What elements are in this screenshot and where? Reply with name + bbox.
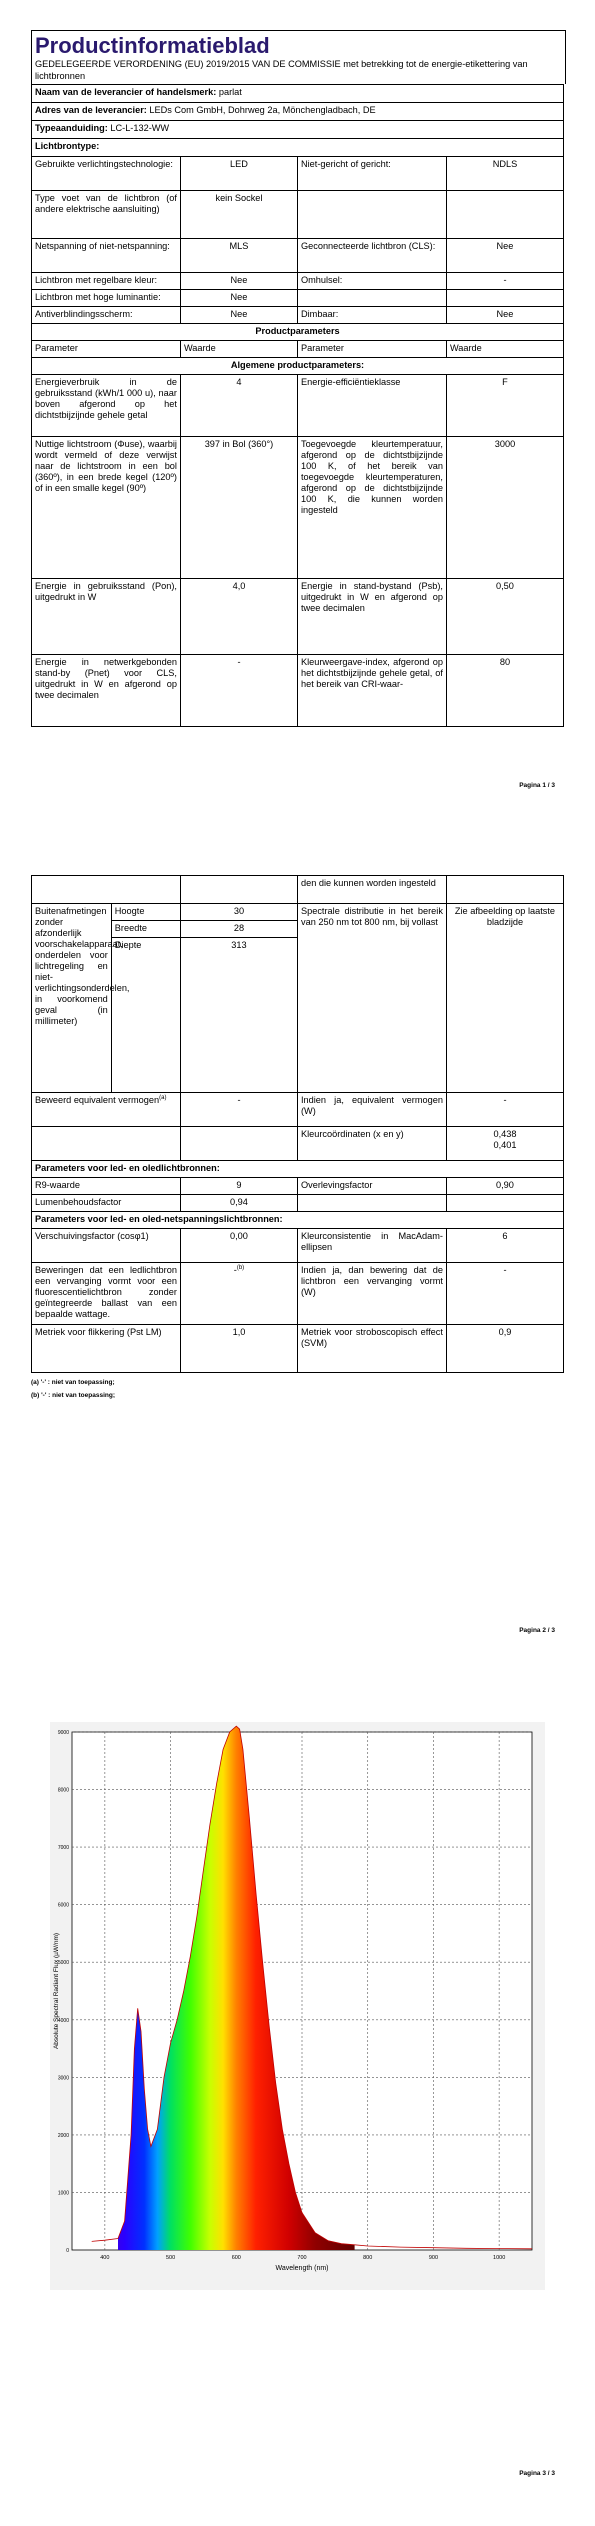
y-tick-label: 1000: [57, 2190, 69, 2197]
address-row: [32, 103, 564, 121]
product-info-table-cont: [31, 875, 564, 1373]
r9-value: 9: [180, 1178, 297, 1195]
x-tick-label: 500: [165, 2255, 176, 2261]
equivalent-power-text: Beweerd equivalent vermogen: [35, 1095, 160, 1106]
x-tick-label: 700: [297, 2255, 307, 2261]
y-tick-label: 4000: [57, 2017, 69, 2024]
model-value: LC-L-132-WW: [110, 123, 170, 133]
spectral-distribution-label: Spectrale distributie in het bereik van 250 nm tot 800 nm, bij vollast: [297, 904, 446, 1093]
footnote-b: (b) '-' : niet van toepassing;: [31, 1392, 115, 1399]
depth-label: Diepte: [111, 938, 180, 1093]
cct-label: Toegevoegde kleurtemperatuur, afgerond op de dichtstbijzijnde 100 K, of het bereik van toegevoegde kleurtemperaturen, afgerond op de dichtstbijzijnde 100 K, die kunnen worden ingesteld: [297, 437, 446, 579]
tunable-value: Nee: [180, 273, 297, 290]
useful-flux-value: 397 in Bol (360°): [180, 437, 297, 579]
product-info-table: [31, 84, 564, 727]
energy-class-label: Energie-efficiëntieklasse: [297, 375, 446, 437]
tunable-label: Lichtbron met regelbare kleur:: [32, 273, 181, 290]
macadam-label: Kleurconsistentie in MacAdam-ellipsen: [297, 1229, 446, 1263]
supplier-label: Naam van de leverancier of handelsmerk:: [35, 87, 217, 97]
cap-value: kein Sockel: [180, 191, 297, 239]
cri-value: 80: [446, 655, 563, 727]
empty-cell: [297, 290, 446, 307]
on-mode-power-label: Energie in gebruiksstand (Pon), uitgedrukt in W: [32, 579, 181, 655]
chromaticity-value: [446, 1127, 563, 1161]
height-label: Hoogte: [111, 904, 180, 921]
hl-value: Nee: [180, 290, 297, 307]
lightsource-type-heading: Lichtbrontype:: [32, 139, 564, 157]
hl-label: Lichtbron met hoge luminantie:: [32, 290, 181, 307]
replacement-claim-value: -: [446, 1263, 563, 1325]
cls-label: Geconnecteerde lichtbron (CLS):: [297, 239, 446, 273]
y-tick-label: 5000: [57, 1960, 69, 1967]
supplier-row: [32, 85, 564, 103]
footnote-ref-b: (b): [236, 1265, 245, 1271]
envelope-value: -: [446, 273, 563, 290]
macadam-value: 6: [446, 1229, 563, 1263]
x-tick-label: 900: [428, 2255, 439, 2261]
flicker-value: 1,0: [180, 1325, 297, 1373]
page-number: Pagina 2 / 3: [519, 1627, 555, 1634]
footnote-a: (a) '-' : niet van toepassing;: [31, 1379, 115, 1386]
supplier-value: parlat: [218, 87, 242, 97]
productparams-heading: Productparameters: [32, 324, 564, 341]
y-axis-label: Absolute Spectral Radiant Flux (µW/nm): [53, 1932, 60, 2050]
page-2: [0, 875, 595, 1634]
svm-label: Metriek voor stroboscopisch effect (SVM): [297, 1325, 446, 1373]
network-standby-value: -: [180, 655, 297, 727]
flicker-label: Metriek voor flikkering (Pst LM): [32, 1325, 181, 1373]
dimensions-label: Buitenafmetingen zonder afzonderlijk voorschakelapparaat, onderdelen voor lichtregeling en niet-verlichtingsonderdelen, in voorkomend geval (in millimeter): [32, 904, 112, 1093]
spectral-distribution-value: Zie afbeelding op laatste bladzijde: [446, 904, 563, 1093]
header-box: [31, 30, 566, 84]
nondir-value: NDLS: [446, 157, 563, 191]
lumen-maintenance-value: 0,94: [180, 1195, 297, 1212]
width-label: Breedte: [111, 921, 180, 938]
model-row: [32, 121, 564, 139]
cap-label: Type voet van de lichtbron (of andere elektrische aansluiting): [32, 191, 181, 239]
y-tick-label: 0: [66, 2248, 69, 2254]
doc-subtitle: GEDELEGEERDE VERORDENING (EU) 2019/2015 VAN DE COMMISSIE met betrekking tot de energie-etikettering van lichtbronnen: [35, 59, 528, 81]
page-number: Pagina 3 / 3: [519, 2470, 555, 2477]
y-tick-label: 6000: [57, 1902, 69, 1909]
r9-label: R9-waarde: [32, 1178, 181, 1195]
led-oled-heading: Parameters voor led- en oledlichtbronnen:: [32, 1161, 564, 1178]
replacement-claim-label: Indien ja, dan bewering dat de lichtbron een vervanging vormt (W): [297, 1263, 446, 1325]
page-1: [0, 30, 595, 789]
depth-value: 313: [180, 938, 297, 1093]
fluorescent-replacement-label: Beweringen dat een ledlichtbron een vervanging vormt voor een fluorescentielichtbron zonder geïntegreerde ballast van een bepaalde wattage.: [32, 1263, 181, 1325]
model-label: Typeaanduiding:: [35, 123, 108, 133]
survival-label: Overlevingsfactor: [297, 1178, 446, 1195]
empty-cell: [180, 1127, 297, 1161]
cct-value: 3000: [446, 437, 563, 579]
col-param-header: Parameter: [297, 341, 446, 358]
survival-value: 0,90: [446, 1178, 563, 1195]
displacement-factor-label: Verschuivingsfactor (cosφ1): [32, 1229, 181, 1263]
x-tick-label: 800: [363, 2255, 373, 2261]
cls-value: Nee: [446, 239, 563, 273]
x-tick-label: 600: [231, 2255, 241, 2261]
techno-value: LED: [180, 157, 297, 191]
y-tick-label: 9000: [57, 1730, 69, 1736]
network-standby-label: Energie in netwerkgebonden stand-by (Pnet) voor CLS, uitgedrukt in W en afgerond op twee decimalen: [32, 655, 181, 727]
equivalent-watt-label: Indien ja, equivalent vermogen (W): [297, 1093, 446, 1127]
page-number: Pagina 1 / 3: [519, 782, 555, 789]
equivalent-power-label: [32, 1093, 181, 1127]
empty-cell: [446, 876, 563, 904]
x-tick-label: 1000: [493, 2255, 506, 2261]
address-value: LEDs Com GmbH, Dohrweg 2a, Mönchengladbach, DE: [149, 105, 376, 115]
on-mode-power-value: 4,0: [180, 579, 297, 655]
empty-cell: [32, 1127, 181, 1161]
mains-value: MLS: [180, 239, 297, 273]
chroma-y: 0,401: [493, 1140, 517, 1151]
empty-cell: [297, 191, 446, 239]
empty-cell: [180, 876, 297, 904]
fluor-value-text: -: [233, 1265, 237, 1276]
footnote-ref-a: (a): [159, 1095, 167, 1101]
standby-power-label: Energie in stand-bystand (Psb), uitgedrukt in W en afgerond op twee decimalen: [297, 579, 446, 655]
general-params-heading: Algemene productparameters:: [32, 358, 564, 375]
fluorescent-replacement-value: [180, 1263, 297, 1325]
y-tick-label: 2000: [57, 2132, 69, 2139]
standby-power-value: 0,50: [446, 579, 563, 655]
lumen-maintenance-label: Lumenbehoudsfactor: [32, 1195, 181, 1212]
led-oled-mls-heading: Parameters voor led- en oled-netspanningslichtbronnen:: [32, 1212, 564, 1229]
height-value: 30: [180, 904, 297, 921]
spectrum-chart-frame: [50, 1722, 545, 2290]
spectrum-chart: [50, 1722, 545, 2290]
dimmable-label: Dimbaar:: [297, 307, 446, 324]
empty-cell: [446, 1195, 563, 1212]
doc-title: Productinformatieblad: [35, 33, 270, 58]
useful-flux-label: Nuttige lichtstroom (Φuse), waarbij wordt vermeld of deze verwijst naar de lichtstroom in een bol (360º), in een brede kegel (120º) of in een smalle kegel (90º): [32, 437, 181, 579]
energy-class-value: F: [446, 375, 563, 437]
address-label: Adres van de leverancier:: [35, 105, 147, 115]
chromaticity-label: Kleurcoördinaten (x en y): [297, 1127, 446, 1161]
dimmable-value: Nee: [446, 307, 563, 324]
empty-cell: [446, 191, 563, 239]
cri-label-cont: den die kunnen worden ingesteld: [297, 876, 446, 904]
antiglare-value: Nee: [180, 307, 297, 324]
mains-label: Netspanning of niet-netspanning:: [32, 239, 181, 273]
antiglare-label: Antiverblindingsscherm:: [32, 307, 181, 324]
y-tick-label: 8000: [57, 1787, 69, 1794]
energy-consumption-label: Energieverbruik in de gebruiksstand (kWh/1 000 u), naar boven afgerond op het dichtstbijzijnde gehele getal: [32, 375, 181, 437]
col-value-header: Waarde: [446, 341, 563, 358]
techno-label: Gebruikte verlichtingstechnologie:: [32, 157, 181, 191]
equivalent-power-value: -: [180, 1093, 297, 1127]
y-tick-label: 7000: [57, 1845, 69, 1852]
width-value: 28: [180, 921, 297, 938]
envelope-label: Omhulsel:: [297, 273, 446, 290]
col-value-header: Waarde: [180, 341, 297, 358]
nondir-label: Niet-gericht of gericht:: [297, 157, 446, 191]
equivalent-watt-value: -: [446, 1093, 563, 1127]
chroma-x: 0,438: [493, 1129, 517, 1139]
energy-consumption-value: 4: [180, 375, 297, 437]
x-tick-label: 400: [100, 2255, 110, 2261]
col-param-header: Parameter: [32, 341, 181, 358]
empty-cell: [297, 1195, 446, 1212]
empty-cell: [446, 290, 563, 307]
displacement-factor-value: 0,00: [180, 1229, 297, 1263]
cri-label: Kleurweergave-index, afgerond op het dichtstbijzijnde gehele getal, of het bereik van CRI-waar-: [297, 655, 446, 727]
empty-cell: [32, 876, 181, 904]
x-axis-label: Wavelength (nm): [275, 2265, 329, 2272]
y-tick-label: 3000: [57, 2075, 69, 2082]
svm-value: 0,9: [446, 1325, 563, 1373]
